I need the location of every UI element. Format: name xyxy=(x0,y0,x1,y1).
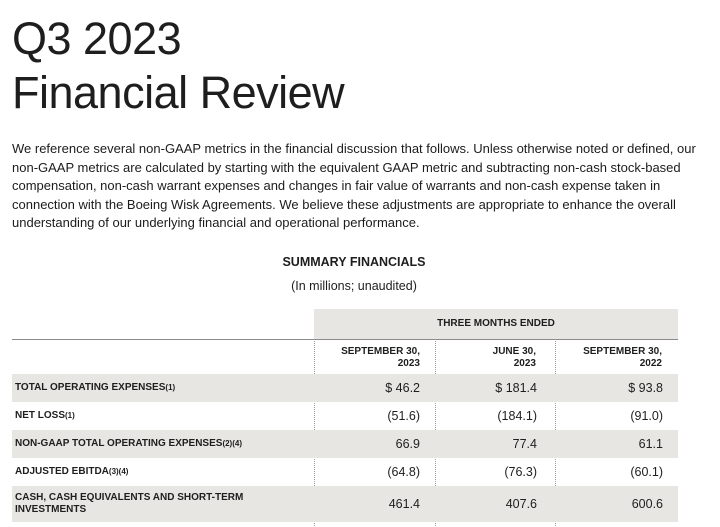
column-header-sep-2023 xyxy=(302,346,420,370)
table-row xyxy=(12,486,678,522)
cell-value: $ 181.4 xyxy=(495,381,537,395)
cell-value: (60.1) xyxy=(630,465,663,479)
cell-value: $ 93.8 xyxy=(628,381,663,395)
period-header: THREE MONTHS ENDED xyxy=(437,318,555,329)
row-label-text: TOTAL OPERATING EXPENSES xyxy=(15,382,166,393)
cell-value: 600.6 xyxy=(631,497,663,511)
summary-title: SUMMARY FINANCIALS xyxy=(282,255,426,269)
table-row xyxy=(12,430,678,458)
row-label: NON-GAAP TOTAL OPERATING EXPENSES (2)(4) xyxy=(15,438,242,449)
table-row xyxy=(12,402,678,430)
column-header-jun-2023 xyxy=(418,346,536,370)
column-header-line: JUNE 30, xyxy=(492,346,536,357)
table-row xyxy=(12,374,678,402)
column-header-line: SEPTEMBER 30, xyxy=(341,346,420,357)
column-header-line: 2023 xyxy=(397,358,420,369)
cell-value: 407.6 xyxy=(505,497,537,511)
column-header-line: 2022 xyxy=(639,358,662,369)
row-label-text: CASH, CASH EQUIVALENTS AND SHORT-TERM INVESTMENTS xyxy=(15,492,244,515)
title-line-2: Financial Review xyxy=(12,67,345,118)
row-label xyxy=(15,486,295,522)
row-label-text: ADJUSTED EBITDA xyxy=(15,466,109,477)
intro-paragraph: We reference several non-GAAP metrics in the financial discussion that follows. Unless otherwise noted or defined, our non-GAAP metrics are calculated by starting with the equivalent GAAP metric and subtracting non-cash stock-based compensation, non-cash warrant expenses and changes in fair value of warrants and non-cash expense taken in connection with the Boeing Wisk Agreements. We believe these adjustments are appropriate to enhance the overall understanding of our underlying financial and operational performance. xyxy=(12,141,696,231)
summary-subtitle: (In millions; unaudited) xyxy=(291,279,417,293)
title-line-1: Q3 2023 xyxy=(12,13,182,64)
row-label: NET LOSS (1) xyxy=(15,410,75,421)
cell-value: (64.8) xyxy=(387,465,420,479)
row-label-text: NET LOSS xyxy=(15,410,66,421)
cell-value: (51.6) xyxy=(387,409,420,423)
header-divider xyxy=(12,339,678,340)
table-row xyxy=(12,458,678,486)
row-label: TOTAL OPERATING EXPENSES (1) xyxy=(15,382,176,393)
column-header-line: SEPTEMBER 30, xyxy=(583,346,662,357)
cell-value: 461.4 xyxy=(388,497,420,511)
cell-value: 61.1 xyxy=(638,437,663,451)
column-header-sep-2022 xyxy=(544,346,662,370)
cell-value: $ 46.2 xyxy=(385,381,420,395)
row-label: ADJUSTED EBITDA (3)(4) xyxy=(15,466,129,477)
cell-value: (184.1) xyxy=(497,409,537,423)
page-title xyxy=(12,12,344,120)
cell-value: 66.9 xyxy=(395,437,420,451)
cell-value: (91.0) xyxy=(630,409,663,423)
column-header-line: 2023 xyxy=(513,358,536,369)
row-label-text: NON-GAAP TOTAL OPERATING EXPENSES xyxy=(15,438,223,449)
cell-value: (76.3) xyxy=(504,465,537,479)
cell-value: 77.4 xyxy=(512,437,537,451)
